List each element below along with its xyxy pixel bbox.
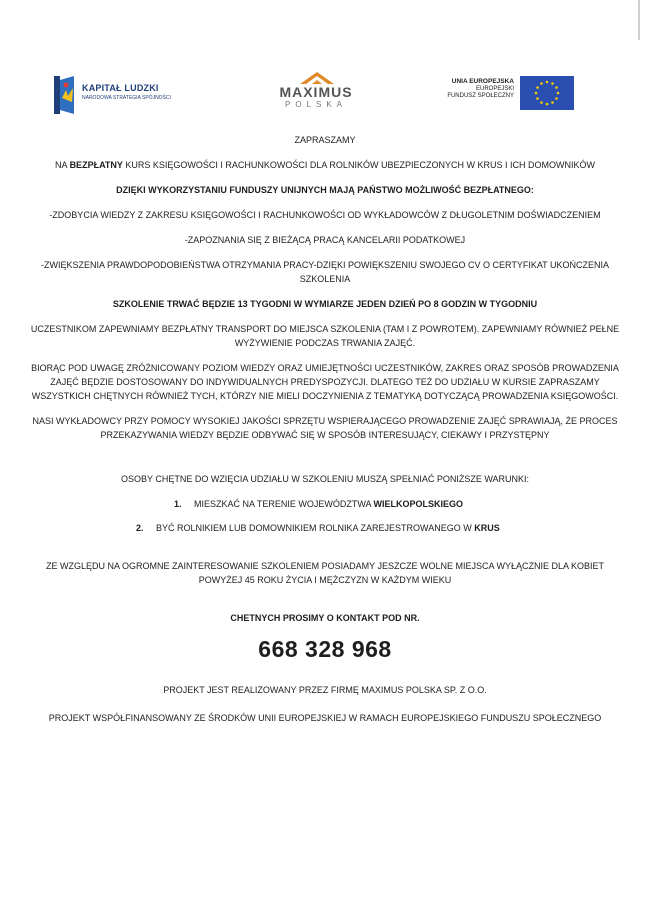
condition-1 [26, 497, 624, 511]
intro-paragraph [26, 158, 624, 172]
conditions-intro: OSOBY CHĘTNE DO WZIĘCIA UDZIAŁU W SZKOLENIU MUSZĄ SPEŁNIAĆ PONIŻSZE WARUNKI: [120, 474, 530, 484]
lecturers-paragraph: NASI WYKŁADOWCY PRZY POMOCY WYSOKIEJ JAKOŚCI SPRZĘTU WSPIERAJĄCEGO PROWADZENIE ZAJĘĆ SPRAWIAJĄ, ŻE PROCES PRZEKAZYWANIA WIEDZY BĘDZIE ODBYWAĆ SIĘ W SPOSÓB INTERESUJĄCY, CIEKAWY I PRZYSTĘPNY [32, 416, 618, 440]
maximus-sub: POLSKA [284, 100, 347, 109]
condition-2-bold: KRUS [474, 523, 500, 533]
condition-1-bold: WIELKOPOLSKIEGO [373, 499, 464, 509]
benefit-3: -ZWIĘKSZENIA PRAWDOPODOBIEŃSTWA OTRZYMANIA PRACY-DZIĘKI POWIĘKSZENIU SWOJEGO CV O CERTYFIKAT UKOŃCZENIA SZKOLENIA [40, 260, 610, 284]
kapital-ludzki-subtitle: NARODOWA STRATEGIA SPÓJNOŚCI [82, 95, 171, 101]
maximus-logo [264, 70, 368, 114]
kapital-ludzki-logo [54, 76, 184, 116]
eu-line1: UNIA EUROPEJSKA [451, 78, 514, 85]
kapital-ludzki-title: KAPITAŁ LUDZKI [82, 83, 159, 93]
heading: ZAPRASZAMY [294, 135, 356, 145]
document-body [26, 133, 624, 736]
scan-edge-line [638, 0, 640, 40]
kapital-ludzki-icon [54, 76, 74, 114]
intro-post: KURS KSIĘGOWOŚCI I RACHUNKOWOŚCI DLA ROLNIKÓW UBEZPIECZONYCH W KRUS I ICH DOMOWNIKÓW [122, 160, 595, 170]
maximus-roof-icon [300, 70, 334, 84]
benefit-2: -ZAPOZNANIA SIĘ Z BIEŻĄCĄ PRACĄ KANCELARII PODATKOWEJ [184, 235, 466, 245]
places-paragraph: ZE WZGLĘDU NA OGROMNE ZAINTERESOWANIE SZKOLENIEM POSIADAMY JESZCZE WOLNE MIEJSCA WYŁĄCZNIE DLA KOBIET POWYŻEJ 45 ROKU ŻYCIA I MĘŻCZYZN W KAŻDYM WIEKU [45, 561, 605, 585]
benefit-1: -ZDOBYCIA WIEDZY Z ZAKRESU KSIĘGOWOŚCI I RACHUNKOWOŚCI OD WYKŁADOWCÓW Z DŁUGOLETNIM DOŚWIADCZENIEM [49, 210, 601, 220]
phone-number: 668 328 968 [258, 636, 392, 662]
condition-1-text: MIESZKAĆ NA TERENIE WOJEWÓDZTWA [194, 499, 374, 509]
condition-1-num: 1. [174, 499, 182, 509]
contact-line: CHETNYCH PROSIMY O KONTAKT POD NR. [230, 613, 420, 623]
intro-bold: BEZPŁATNY [69, 160, 123, 170]
logo-header [0, 70, 650, 118]
intro-pre: NA [55, 160, 70, 170]
condition-2 [26, 521, 624, 535]
condition-2-text: BYĆ ROLNIKIEM LUB DOMOWNIKIEM ROLNIKA ZAREJESTROWANEGO W [156, 523, 475, 533]
maximus-name: MAXIMUS [279, 84, 353, 100]
transport-paragraph: UCZESTNIKOM ZAPEWNIAMY BEZPŁATNY TRANSPORT DO MIEJSCA SZKOLENIA (TAM I Z POWROTEM). ZAPEWNIAMY RÓWNIEŻ PEŁNE WYŻYWIENIE PODCZAS TRWANIA ZAJĘĆ. [30, 324, 620, 348]
eu-line2: EUROPEJSKI [475, 86, 514, 92]
eu-line3: FUNDUSZ SPOŁECZNY [447, 93, 514, 99]
cofinanced-line: PROJEKT WSPÓŁFINANSOWANY ZE ŚRODKÓW UNII EUROPEJSKIEJ W RAMACH EUROPEJSKIEGO FUNDUSZU SPOŁECZNEGO [48, 713, 602, 723]
realized-by-line: PROJEKT JEST REALIZOWANY PRZEZ FIRMĘ MAXIMUS POLSKA SP. Z O.O. [163, 685, 487, 695]
duration-line: SZKOLENIE TRWAĆ BĘDZIE 13 TYGODNI W WYMIARZE JEDEN DZIEŃ PO 8 GODZIN W TYGODNIU [112, 299, 538, 309]
eu-logo [440, 74, 574, 114]
funds-line: DZIĘKI WYKORZYSTANIU FUNDUSZY UNIJNYCH MAJĄ PAŃSTWO MOŻLIWOŚĆ BEZPŁATNEGO: [116, 185, 534, 195]
diversity-paragraph: BIORĄC POD UWAGĘ ZRÓŻNICOWANY POZIOM WIEDZY ORAZ UMIEJĘTNOŚCI UCZESTNIKÓW, ZAKRES ORAZ SPOSÓB PROWADZENIA ZAJĘĆ BĘDZIE DOSTOSOWANY DO INDYWIDUALNYCH PREDYSPOZYCJI. DLATEGO TEŻ DO UDZIAŁU W KURSIE ZAPRASZAMY WSZYSTKICH CHĘTNYCH RÓWNIEŻ TYCH, KTÓRZY NIE MIELI DOCZYNIENIA Z TEMATYKĄ DOTYCZĄCĄ PROWADZENIA KSIĘGOWOŚCI. [31, 363, 619, 401]
condition-2-num: 2. [136, 523, 144, 533]
eu-flag-icon [520, 76, 574, 110]
